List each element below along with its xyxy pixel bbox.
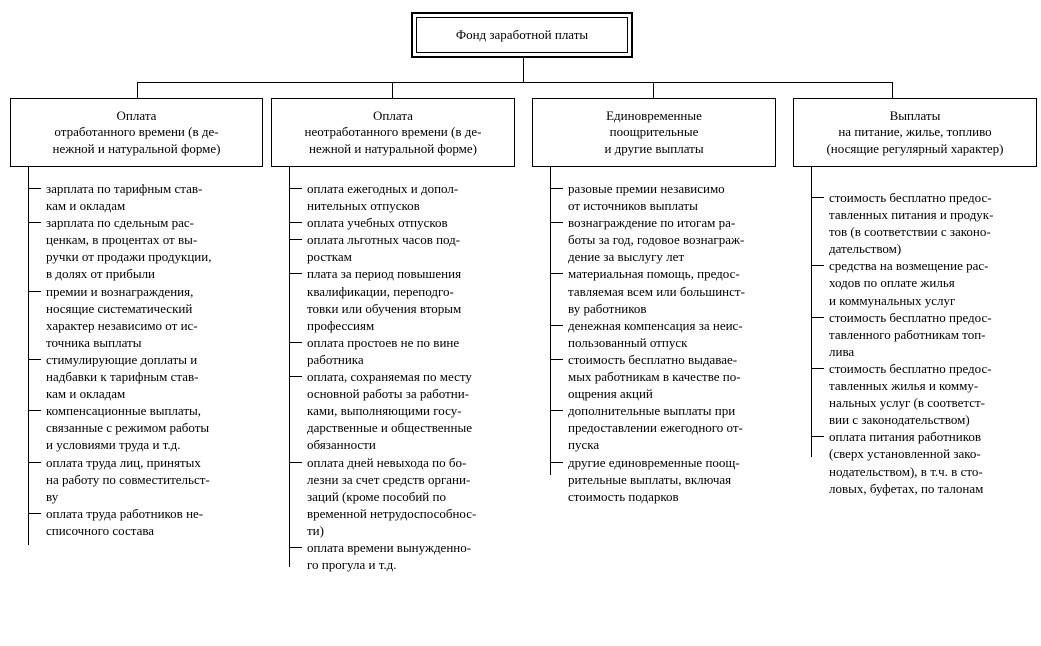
list-spine-4 — [811, 167, 812, 457]
list-item: вознаграждение по итогам ра- боты за год, годовое вознаграж- дение за выслугу лет — [568, 214, 790, 265]
list-item: оплата труда работников не- списочного состава — [46, 505, 268, 539]
item-list-2 — [307, 180, 529, 573]
list-item: компенсационные выплаты, связанные с режимом работы и условиями труда и т.д. — [46, 402, 268, 453]
list-item: оплата учебных отпусков — [307, 214, 529, 231]
list-item: оплата питания работников (сверх установленной зако- нодательством), в т.ч. в сто- ловых, буфетах, по талонам — [829, 428, 1034, 496]
list-item: оплата дней невыхода по бо- лезни за счет средств органи- заций (кроме пособий по временной нетрудоспособнос- ти) — [307, 454, 529, 539]
category-1-connector — [137, 82, 138, 98]
list-item: денежная компенсация за неис- пользованный отпуск — [568, 317, 790, 351]
root-node-label: Фонд заработной платы — [416, 17, 628, 53]
list-item: стоимость бесплатно предос- тавленных жилья и комму- нальных услуг (в соответст- вии с законодательством) — [829, 360, 1034, 428]
list-item: оплата простоев не по вине работника — [307, 334, 529, 368]
list-item: дополнительные выплаты при предоставлении ежегодного от- пуска — [568, 402, 790, 453]
list-item: стимулирующие доплаты и надбавки к тарифным став- кам и окладам — [46, 351, 268, 402]
item-list-4 — [829, 189, 1034, 497]
item-list-3 — [568, 180, 790, 505]
list-item: другие единовременные поощ- рительные выплаты, включая стоимость подарков — [568, 454, 790, 505]
root-down-connector — [523, 58, 524, 82]
list-item: средства на возмещение рас- ходов по оплате жилья и коммунальных услуг — [829, 257, 1034, 308]
list-item: материальная помощь, предос- тавляемая всем или большинст- ву работников — [568, 265, 790, 316]
category-box-1: Оплата отработанного времени (в де- нежной и натуральной форме) — [10, 98, 263, 167]
list-item: оплата льготных часов под- росткам — [307, 231, 529, 265]
list-item: стоимость бесплатно предос- тавленного работникам топ- лива — [829, 309, 1034, 360]
item-list-1 — [46, 180, 268, 539]
root-node — [411, 12, 633, 58]
list-item: стоимость бесплатно выдавае- мых работникам в качестве по- ощрения акций — [568, 351, 790, 402]
category-box-3: Единовременные поощрительные и другие выплаты — [532, 98, 776, 167]
list-item: оплата времени вынужденно- го прогула и т.д. — [307, 539, 529, 573]
category-box-4: Выплаты на питание, жилье, топливо (носящие регулярный характер) — [793, 98, 1037, 167]
category-4-connector — [892, 82, 893, 98]
list-item: зарплата по сдельным рас- ценкам, в процентах от вы- ручки от продажи продукции, в долях от прибыли — [46, 214, 268, 282]
list-item: стоимость бесплатно предос- тавленных питания и продук- тов (в соответствии с законо- дательством) — [829, 189, 1034, 257]
list-item: оплата, сохраняемая по месту основной работы за работни- ками, выполняющими госу- дарственные и общественные обязанности — [307, 368, 529, 453]
list-spine-1 — [28, 167, 29, 545]
list-item: оплата труда лиц, принятых на работу по совместительст- ву — [46, 454, 268, 505]
category-2-connector — [392, 82, 393, 98]
list-item: оплата ежегодных и допол- нительных отпусков — [307, 180, 529, 214]
list-spine-3 — [550, 167, 551, 475]
horizontal-connector — [137, 82, 893, 83]
list-spine-2 — [289, 167, 290, 567]
list-item: премии и вознаграждения, носящие систематический характер независимо от ис- точника выплаты — [46, 283, 268, 351]
list-item: зарплата по тарифным став- кам и окладам — [46, 180, 268, 214]
category-box-2: Оплата неотработанного времени (в де- нежной и натуральной форме) — [271, 98, 515, 167]
list-item: плата за период повышения квалификации, переподго- товки или обучения вторым профессиям — [307, 265, 529, 333]
list-item: разовые премии независимо от источников выплаты — [568, 180, 790, 214]
category-3-connector — [653, 82, 654, 98]
